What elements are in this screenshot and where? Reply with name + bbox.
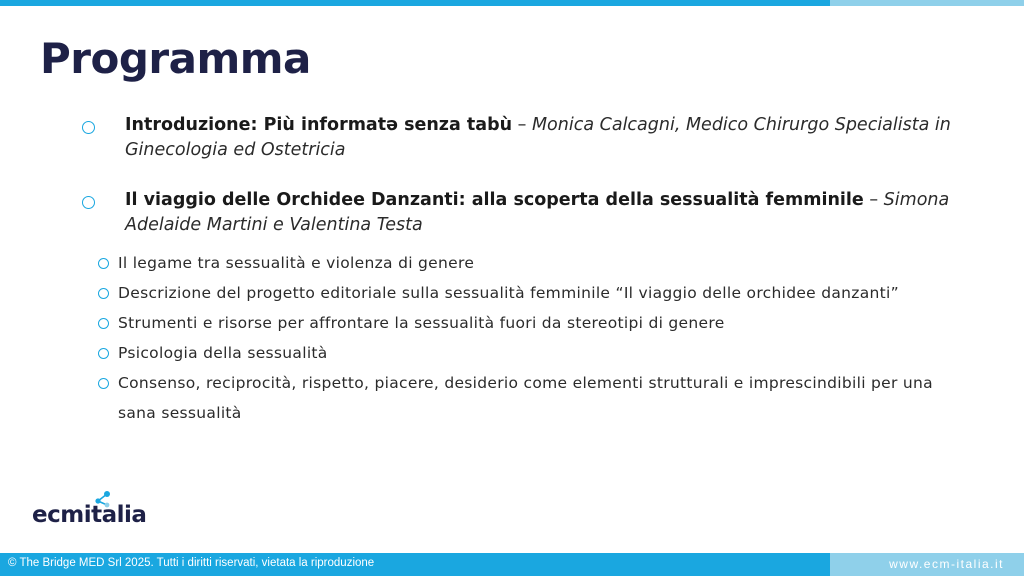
program-item-viaggio [80,188,960,428]
circle-bullet-icon [82,196,95,209]
program-item-introduzione [80,113,960,163]
circle-bullet-icon [98,258,109,269]
circle-bullet-icon [98,288,109,299]
program-item-speaker: Monica Calcagni, Medico Chirurgo Specialista in Ginecologia ed Ostetricia [125,115,951,160]
copyright-text: © The Bridge MED Srl 2025. Tutti i diritti riservati, vietata la riproduzione [8,557,375,569]
program-item-separator: – [863,190,884,210]
topic-item [98,308,960,338]
footer-bar-light [830,553,1024,576]
topic-text: Psicologia della sessualità [118,344,328,362]
circle-bullet-icon [82,121,95,134]
program-item-speaker: Simona Adelaide Martini e Valentina Testa [125,190,950,235]
page-title: Programma [40,34,311,83]
website-link[interactable]: www.ecm-italia.it [889,557,1004,571]
topic-item [98,338,960,368]
circle-bullet-icon [98,318,109,329]
circle-bullet-icon [98,348,109,359]
topic-text: Consenso, reciprocità, rispetto, piacere, desiderio come elementi strutturali e imprescindibili per una sana sessualità [118,374,933,422]
program-list [80,113,960,428]
topic-text: Strumenti e risorse per affrontare la sessualità fuori da stereotipi di genere [118,314,725,332]
top-accent-bar-light [830,0,1024,6]
topic-item [98,248,960,278]
ecmitalia-logo [32,490,172,530]
topic-text: Il legame tra sessualità e violenza di genere [118,254,475,272]
topic-list [118,248,960,428]
topic-text: Descrizione del progetto editoriale sulla sessualità femminile “Il viaggio delle orchidee danzanti” [118,284,899,302]
footer-bar [0,553,830,576]
program-item-title: Il viaggio delle Orchidee Danzanti: alla scoperta della sessualità femminile [125,190,864,210]
program-item-title: Introduzione: Più informatə senza tabù [125,115,513,135]
topic-item [98,278,960,308]
topic-item [98,368,960,428]
program-item-separator: – [512,115,532,135]
circle-bullet-icon [98,378,109,389]
top-accent-bar [0,0,830,6]
logo-text: ecmitalia [32,502,147,528]
